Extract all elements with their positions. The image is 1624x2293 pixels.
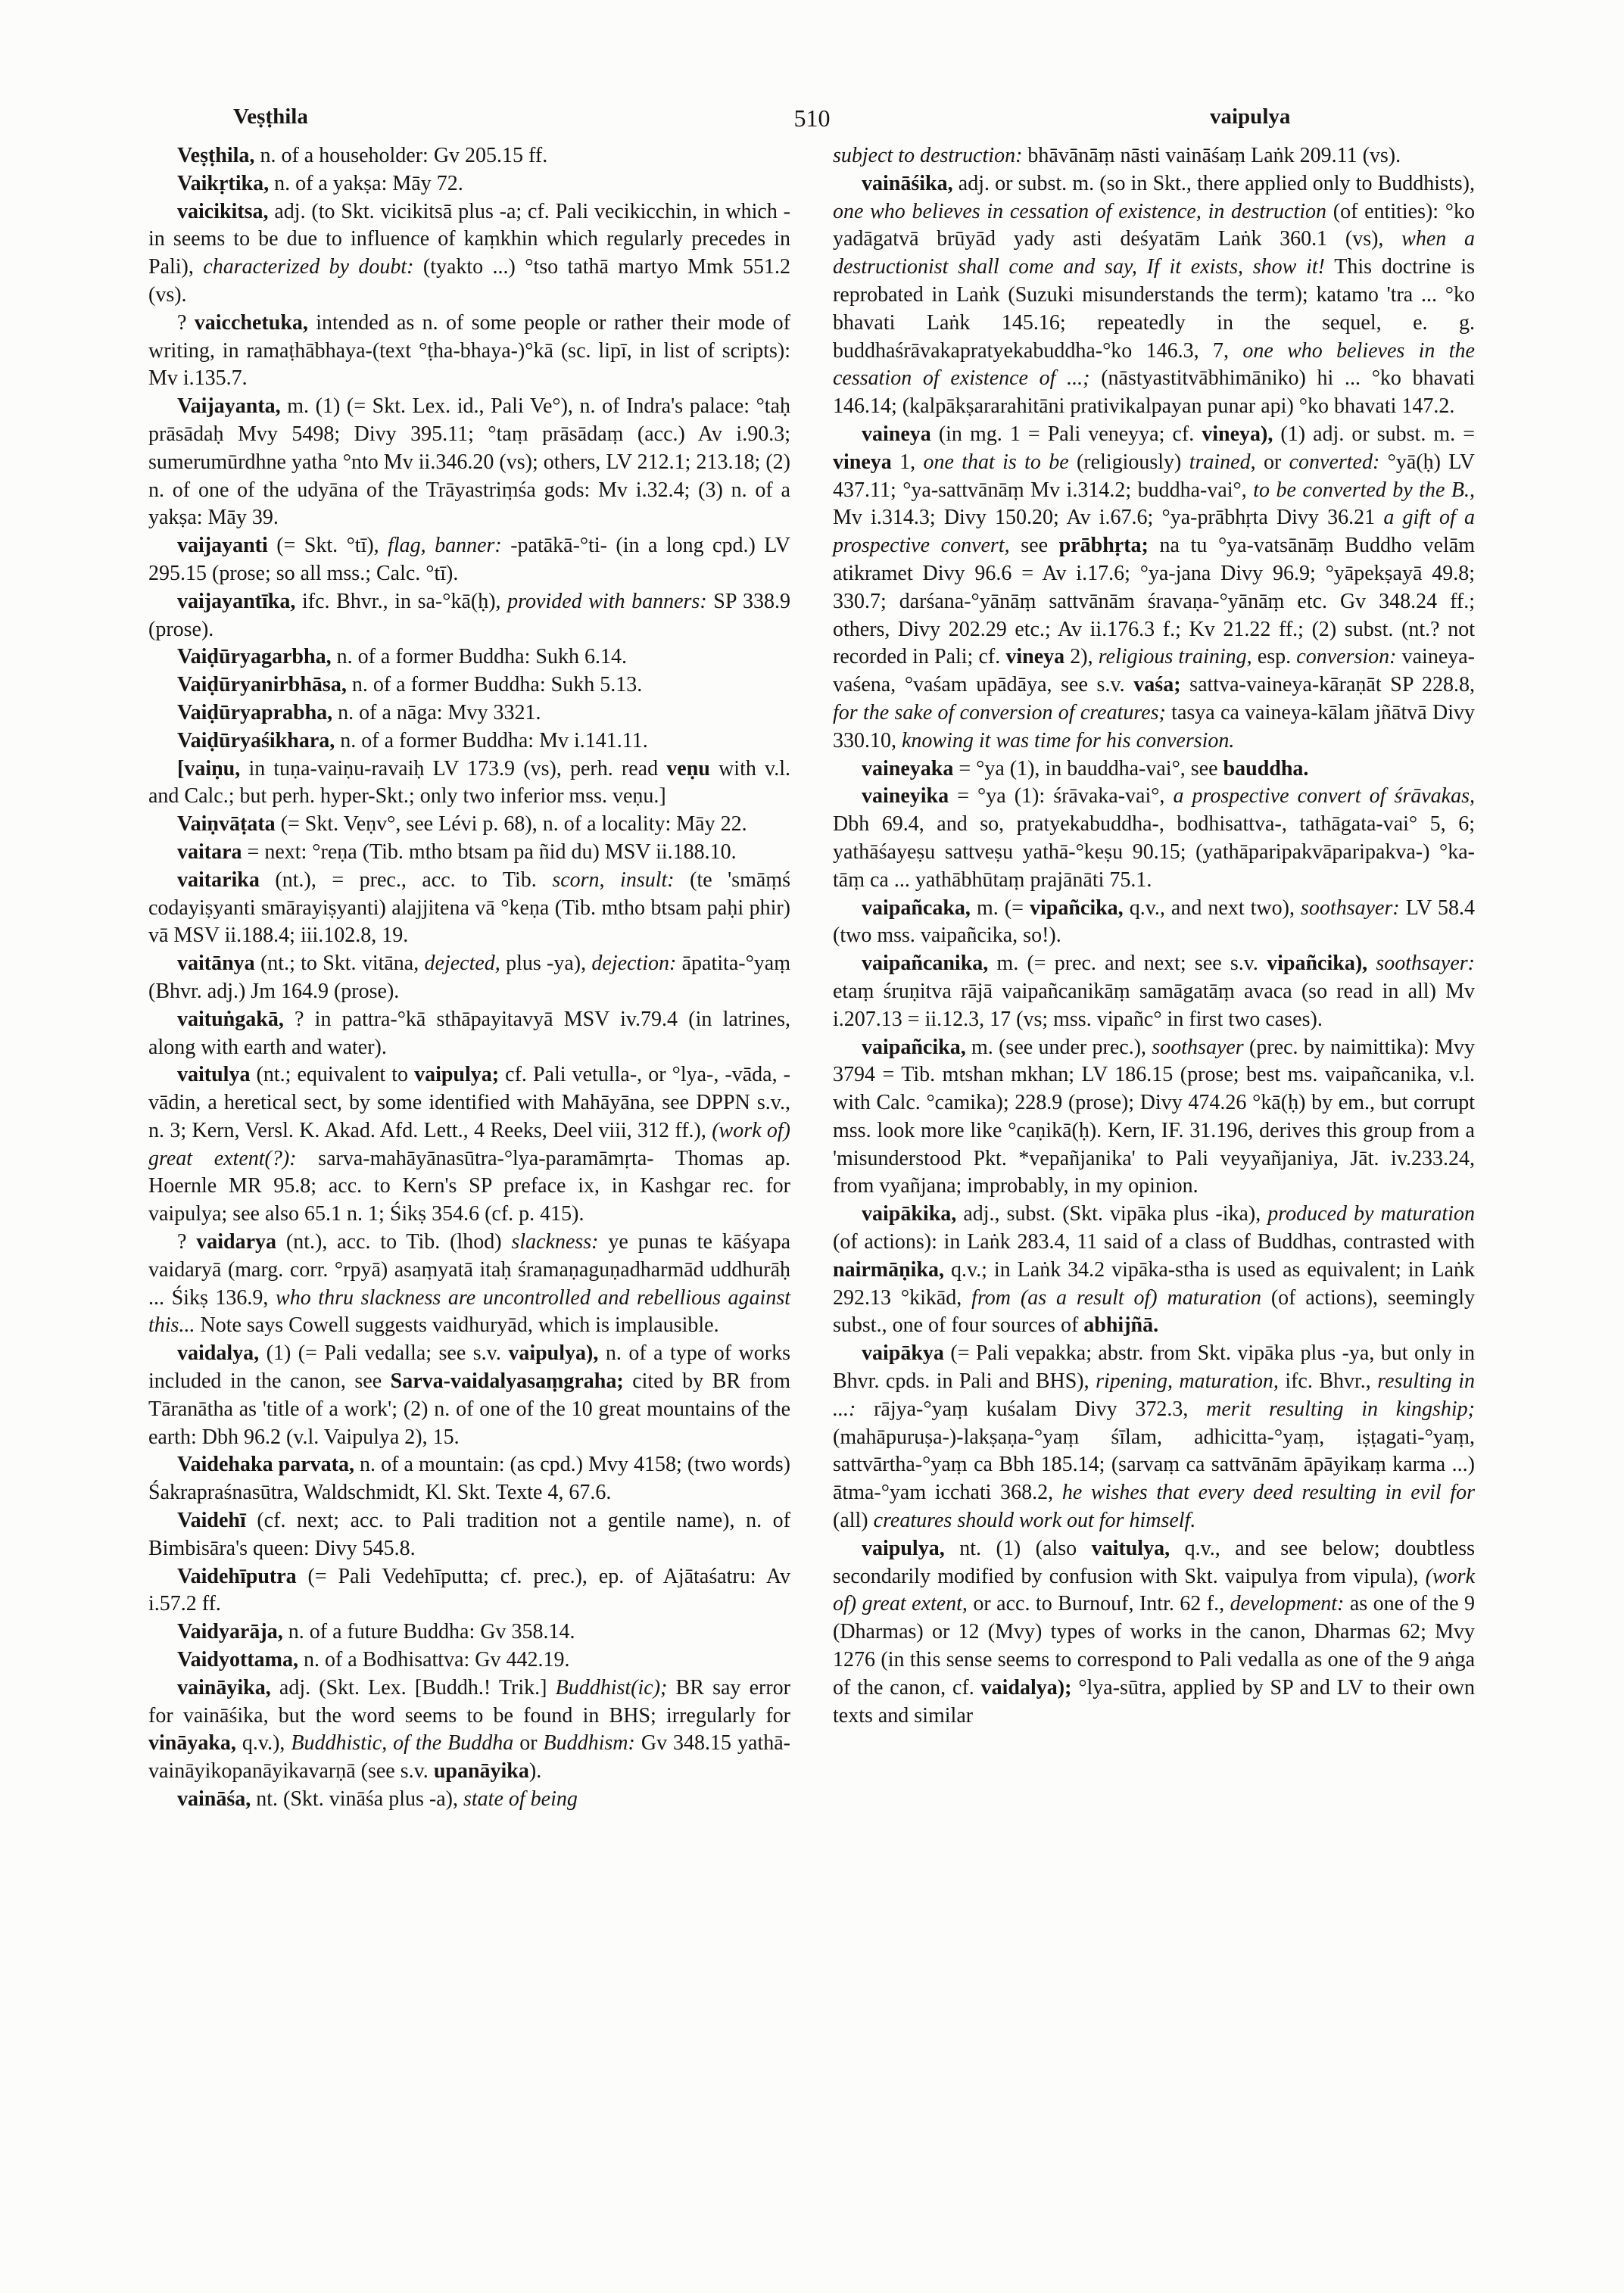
entry-text: °yā(ḥ) LV 437.11; °ya-sattvānāṃ Mv i.314.2; buddha-vai°,	[833, 450, 1475, 502]
entry-continuation	[833, 142, 1475, 170]
dictionary-entry	[148, 643, 790, 671]
entry-text: Buddhism:	[543, 1731, 635, 1756]
dictionary-entry	[148, 142, 790, 170]
entry-text: resulting in ...:	[833, 1369, 1475, 1421]
headword: Vaiḍūryaprabha,	[177, 700, 333, 724]
entry-text: na tu °ya-vatsānāṃ Buddho velām atikramet Divy 96.6 = Av i.17.6; °ya-jana Divy 96.9; °yāpekṣayā 49.8; 330.7; darśana-°yānāṃ sattvānām śravaṇa-°yānāṃ etc. Gv 348.24 ff.; others, Divy 202.29 etc.; Av ii.176.3 f.; Kv 21.22 ff.; (2) subst. (nt.? not recorded in Pali; cf.	[833, 534, 1476, 669]
headword: [vaiṇu,	[177, 756, 241, 780]
page-header	[0, 104, 1624, 136]
entry-text: he wishes that every deed resulting in evil for	[1061, 1481, 1476, 1505]
left-column	[148, 142, 790, 1814]
entry-text: (work of) great extent,	[833, 1564, 1475, 1616]
entry-text: = °ya (1): śrāvaka-vai°,	[949, 784, 1174, 808]
dictionary-entry	[833, 421, 1475, 756]
entry-text: veṇu	[666, 756, 710, 780]
entry-text: merit resulting in kingship;	[1206, 1397, 1476, 1421]
entry-text: rājya-°yaṃ kuśalam Divy 372.3,	[856, 1397, 1207, 1421]
dictionary-entry	[148, 1647, 790, 1675]
headword: vaineyika	[862, 784, 949, 808]
entry-text: q.v., and next two),	[1123, 896, 1301, 920]
entry-text: vaipulya;	[414, 1063, 500, 1087]
entry-text: nt. (1) (also	[944, 1536, 1092, 1560]
headword: vaicikitsa,	[177, 199, 269, 223]
dictionary-entry	[833, 1034, 1475, 1201]
entry-text: vaśa;	[1133, 673, 1181, 697]
entry-text: Mv i.314.3; Divy 150.20; Av i.67.6; °ya-prābhṛta Divy 36.21	[833, 506, 1384, 530]
dictionary-entry	[148, 950, 790, 1006]
entry-text: adj. (to Skt. vicikitsā plus -a; cf. Pali vecikicchin, in which -in seems to be due to influence of kaṃkhin which regularly precedes in Pali),	[148, 199, 790, 279]
entry-text: āpatita-°yaṃ (Bhvr. adj.) Jm 164.9 (prose).	[148, 952, 790, 1003]
entry-text: (nt.), acc. to Tib. (lhod)	[276, 1230, 512, 1254]
dictionary-entry	[148, 1563, 790, 1619]
entry-text: -patākā-°ti- (in a long cpd.) LV 295.15 (prose; so all mss.; Calc. °tī).	[148, 534, 790, 585]
headword: vaipañcanika,	[862, 952, 989, 976]
headword: Vaidehī	[177, 1509, 246, 1533]
entry-text: (1) adj. or subst. m. =	[1273, 422, 1475, 446]
entry-text: Buddhistic, of the Buddha	[291, 1731, 514, 1756]
dictionary-entry	[148, 699, 790, 727]
entry-text: dejected,	[424, 952, 500, 976]
headword: Vaiḍūryaśikhara,	[177, 728, 335, 752]
entry-text: creatures should work out for himself.	[873, 1509, 1196, 1533]
entry-text: one that is to be	[923, 450, 1069, 474]
headword: vaijayantīka,	[177, 589, 296, 613]
entry-text: trained,	[1189, 450, 1256, 474]
entry-text: Gv 348.15 yathā-vaināyikopanāyikavarṇā (see s.v.	[148, 1731, 790, 1784]
headword: vaineyaka	[862, 756, 954, 780]
entry-text: °lya-sūtra, applied by SP and LV to their own texts and similar	[833, 1675, 1475, 1728]
entry-text: ?	[177, 1230, 197, 1254]
headword: Vaiḍūryagarbha,	[177, 645, 332, 669]
entry-text: n. of a future Buddha: Gv 358.14.	[282, 1620, 575, 1644]
headword: Vaikṛtika,	[177, 171, 270, 195]
headword: Vaiḍūryanirbhāsa,	[177, 673, 347, 697]
dictionary-entry	[833, 1201, 1475, 1340]
headword: Vaidehaka parvata,	[177, 1453, 354, 1477]
headword: Vaidyottama,	[177, 1648, 298, 1672]
entry-text: (nt.; to Skt. vitāna,	[254, 952, 425, 976]
entry-text: to be converted by the B.,	[1253, 478, 1475, 502]
entry-text: vineya	[833, 450, 892, 474]
entry-text: or	[1255, 450, 1289, 474]
entry-text: soothsayer	[1152, 1035, 1244, 1059]
entry-text: when a destructionist shall come and say, If it exists, show it!	[833, 227, 1475, 279]
dictionary-entry	[148, 310, 790, 393]
entry-text: BR say error for vaināśika, but the word seems to be found in BHS; irregularly for	[148, 1675, 790, 1728]
dictionary-entry	[148, 1061, 790, 1229]
entry-text: ? in pattra-°kā sthāpayitavyā MSV iv.79.4 (in latrines, along with earth and water).	[148, 1007, 790, 1059]
dictionary-entry	[833, 950, 1475, 1033]
headword: vaitara	[177, 840, 242, 864]
entry-text: see	[1009, 534, 1059, 558]
dictionary-entry	[833, 783, 1475, 894]
entry-text: ifc. Bhvr., in sa-°kā(ḥ),	[295, 589, 508, 613]
entry-text: n. of a Bodhisattva: Gv 442.19.	[298, 1648, 570, 1672]
entry-text: vaitulya,	[1091, 1536, 1170, 1560]
headword: vaidalya,	[177, 1341, 260, 1366]
entry-text: n. of a householder: Gv 205.15 ff.	[254, 144, 548, 167]
dictionary-entry	[148, 1786, 790, 1814]
dictionary-entry	[148, 1451, 790, 1507]
entry-text: or acc. to Burnouf, Intr. 62 f.,	[967, 1592, 1230, 1616]
entry-text: plus -ya),	[500, 952, 592, 976]
dictionary-entry	[148, 588, 790, 644]
entry-text: adj., subst. (Skt. vipāka plus -ika),	[956, 1202, 1268, 1226]
entry-text: (of entities): °ko yadāgatvā brūyād yady asti deśyatām Laṅk 360.1 (vs),	[833, 199, 1475, 251]
entry-text: (tyakto ...) °tso tathā martyo Mmk 551.2 (vs).	[148, 255, 790, 307]
entry-text: dejection:	[591, 952, 677, 976]
entry-text: (work of) great extent(?):	[148, 1118, 790, 1170]
entry-text: with v.l. and Calc.; but perh. hyper-Skt.; only two inferior mss. veṇu.]	[148, 756, 790, 808]
entry-text: for the sake of conversion of creatures;	[833, 700, 1166, 724]
entry-text: n. of a yakṣa: Māy 72.	[269, 171, 463, 195]
entry-text: prābhṛta;	[1058, 534, 1149, 558]
dictionary-entry	[148, 867, 790, 950]
entry-text: as one of the 9 (Dharmas) or 12 (Mvy) types of works in the canon, Dharmas 62; Mvy 1276 (in this sense seems to correspond to Pali vedalla as one of the 9 aṅga of the canon, cf.	[833, 1592, 1475, 1699]
entry-text: 1,	[891, 450, 924, 474]
right-column	[833, 142, 1475, 1814]
dictionary-entry	[148, 393, 790, 532]
entry-text: vaineya-vaśena, °vaśam upādāya, see s.v.	[833, 645, 1475, 697]
dictionary-entry	[833, 895, 1475, 951]
entry-text: vineya	[1005, 645, 1065, 669]
dictionary-entry	[833, 756, 1475, 784]
entry-text: (1) (= Pali vedalla; see s.v.	[259, 1341, 509, 1366]
dictionary-entry	[833, 1340, 1475, 1535]
entry-text: adj. (Skt. Lex. [Buddh.! Trik.]	[270, 1675, 556, 1699]
dictionary-entry	[148, 1340, 790, 1451]
dictionary-entry	[833, 170, 1475, 421]
entry-text: nairmāṇika,	[833, 1257, 945, 1282]
entry-text: ).	[528, 1759, 542, 1784]
entry-text: who thru slackness are uncontrolled and rebellious against this...	[148, 1285, 791, 1338]
entry-text: Dbh 69.4, and so, pratyekabuddha-, bodhisattva-, tathāgata-vai° 5, 6; yathāśayeṣu sattveṣu yathā-°keṣu 90.15; (yathāparipakvāparipakva-) °ka-tāṃ ca ... yathābhūtaṃ prajānāti 75.1.	[833, 812, 1475, 892]
dictionary-entry	[148, 671, 790, 699]
entry-text: (= Pali Vedehīputta; cf. prec.), ep. of Ajātaśatru: Av i.57.2 ff.	[148, 1564, 790, 1616]
entry-text: religious training,	[1098, 645, 1252, 669]
entry-text: (nt.), = prec., acc. to Tib.	[259, 868, 553, 892]
headword: vaināśika,	[862, 171, 953, 195]
page-number: 510	[793, 104, 831, 132]
entry-text: (prec. by naimittika): Mvy 3794 = Tib. mtshan mkhan; LV 186.15 (prose; best ms. vaipañcanika, v.l. with Calc. °camika); 228.9 (prose); Divy 474.26 °kā(ḥ) by em., but corrupt mss. look more like °caṇikā(ḥ). Kern, IF. 31.196, derives this group from a 'misunderstood Pkt. *vepañjanika' to Pali veyyañjaniya, Jāt. iv.233.24, from vyañjana; improbably, in my opinion.	[833, 1035, 1475, 1198]
dictionary-entry	[148, 1507, 790, 1563]
entry-text: (of actions): in Laṅk 283.4, 11 said of a class of Buddhas, contrasted with	[833, 1230, 1475, 1254]
entry-text: q.v.),	[235, 1731, 291, 1756]
headword: vaijayanti	[177, 534, 268, 558]
headword: vaineya	[862, 422, 931, 446]
entry-text: q.v.; in Laṅk 34.2 vipāka-stha is used as equivalent; in Laṅk 292.13 °kikād,	[833, 1257, 1475, 1310]
entry-text: vipañcika),	[1267, 952, 1368, 976]
headword: vaipākya	[862, 1341, 944, 1366]
entry-text: soothsayer:	[1301, 896, 1400, 920]
entry-text: (all)	[833, 1509, 874, 1533]
headword: vaitulya	[177, 1063, 251, 1087]
dictionary-entry	[148, 1006, 790, 1062]
entry-text: scorn, insult:	[552, 868, 675, 892]
entry-text: provided with banners:	[507, 589, 707, 613]
entry-text: n. of a former Buddha: Mv i.141.11.	[335, 728, 648, 752]
entry-text: one who believes in cessation of existence, in destruction	[833, 199, 1327, 223]
headword: vaitarika	[177, 868, 260, 892]
entry-text: esp.	[1252, 645, 1297, 669]
headword: Vaidyarāja,	[177, 1620, 283, 1644]
entry-text: upanāyika	[433, 1759, 529, 1784]
dictionary-entry	[148, 811, 790, 839]
entry-text: slackness:	[511, 1230, 599, 1254]
entry-text: q.v., and see below; doubtless secondarily modified by confusion with Skt. vaipulya from vipula),	[833, 1536, 1475, 1588]
entry-text: n. of a former Buddha: Sukh 5.13.	[346, 673, 643, 697]
headword: vaipañcaka,	[862, 896, 971, 920]
entry-text: ?	[177, 310, 195, 335]
entry-text: etaṃ śruṇitva rājā vaipañcanikāṃ samāgatāṃ avaca (so read in all) Mv i.207.13 = ii.12.3, 17 (vs; mss. vipañc° in first two cases).	[833, 979, 1475, 1031]
entry-text: cited by BR from Tāranātha as 'title of a work'; (2) n. of one of the 10 great mountains of the earth: Dbh 96.2 (v.l. Vaipulya 2), 15.	[148, 1369, 790, 1449]
entry-text: vipañcika,	[1029, 896, 1124, 920]
entry-text: (religiously)	[1068, 450, 1189, 474]
entry-text: converted:	[1289, 450, 1380, 474]
entry-text: vineya),	[1202, 422, 1273, 446]
entry-text: ifc. Bhvr.,	[1278, 1369, 1378, 1394]
entry-text: or	[513, 1731, 544, 1756]
dictionary-entry	[148, 1229, 790, 1340]
headword: vaicchetuka,	[194, 310, 308, 335]
entry-text: adj. or subst. m. (so in Skt., there applied only to Buddhists),	[952, 171, 1475, 195]
entry-text	[1367, 952, 1376, 975]
entry-text: vaidalya);	[980, 1675, 1072, 1699]
entry-text: a gift of a prospective convert,	[833, 506, 1475, 558]
headword: vaitānya	[177, 952, 255, 976]
entry-text: Note says Cowell suggests vaidhuryād, which is implausible.	[195, 1313, 719, 1338]
dictionary-entry	[148, 170, 790, 198]
entry-text: subject to destruction:	[833, 144, 1023, 167]
entry-text: m. (= prec. and next; see s.v.	[988, 952, 1267, 976]
entry-text: n. of a type of works included in the canon, see	[148, 1341, 790, 1394]
entry-text: Sarva-vaidalyasaṃgraha;	[390, 1369, 624, 1394]
entry-text: n. of a nāga: Mvy 3321.	[332, 700, 541, 724]
entry-text: soothsayer:	[1376, 952, 1476, 976]
entry-text: from (as a result of) maturation	[971, 1285, 1261, 1310]
headword: vaidarya	[196, 1230, 277, 1254]
entry-text: flag, banner:	[388, 534, 502, 558]
entry-text: (nāstyastitvābhimāniko) hi ... °ko bhavati 146.14; (kalpākṣararahitāni prativikalpayan punar api) °ko bhavati 147.2.	[833, 366, 1476, 419]
dictionary-entry	[148, 756, 790, 812]
headword: vaināśa,	[177, 1787, 251, 1812]
headword: Vaidehīputra	[177, 1564, 297, 1588]
entry-text: SP 338.9 (prose).	[148, 589, 790, 641]
entry-text: ripening, maturation,	[1096, 1369, 1279, 1394]
entry-text: state of being	[463, 1787, 578, 1812]
entry-text: nt. (Skt. vināśa plus -a),	[251, 1787, 463, 1812]
entry-text: LV 58.4 (two mss. vaipañcika, so!).	[833, 896, 1476, 948]
dictionary-entry	[833, 1535, 1475, 1731]
entry-text: sarva-mahāyānasūtra-°lya-paramāmṛta- Thomas ap. Hoernle MR 95.8; acc. to Kern's SP preface ix, in Kashgar rec. for vaipulya; see also 65.1 n. 1; Śikṣ 354.6 (cf. p. 415).	[148, 1146, 790, 1226]
entry-text: 2),	[1064, 645, 1099, 669]
headword: Vaiṇvāṭata	[177, 812, 276, 837]
dictionary-entry	[148, 532, 790, 588]
headword: Veṣṭhila,	[177, 144, 255, 167]
entry-text: a prospective convert of śrāvakas,	[1173, 784, 1475, 808]
entry-text: m. (see under prec.),	[965, 1035, 1152, 1059]
entry-text: knowing it was time for his conversion.	[902, 728, 1235, 752]
headword: vaināyika,	[177, 1675, 271, 1699]
entry-text: Buddhist(ic);	[555, 1675, 668, 1699]
left-running-headword: Veṣṭhila	[233, 104, 308, 129]
entry-text: (= Skt. Veṇv°, see Lévi p. 68), n. of a locality: Māy 22.	[275, 812, 747, 837]
headword: vaipākika,	[862, 1202, 957, 1226]
dictionary-entry	[148, 1675, 790, 1786]
entry-text: (in mg. 1 = Pali veneyya; cf.	[930, 422, 1202, 446]
entry-text: = next: °reṇa (Tib. mtho btsam pa ñid du) MSV ii.188.10.	[242, 840, 737, 864]
headword: vaituṅgakā,	[177, 1007, 284, 1031]
entry-text: in tuṇa-vaiṇu-ravaiḥ LV 173.9 (vs), perh. read	[240, 756, 667, 780]
entry-text: characterized by doubt:	[203, 255, 414, 279]
entry-text: n. of a mountain: (as cpd.) Mvy 4158; (two words) Śakrapraśnasūtra, Waldschmidt, Kl. Skt. Texte 4, 67.6.	[148, 1453, 790, 1505]
entry-text: ye punas te kāśyapa vaidaryā (marg. corr. °rpyā) asaṃyatā itaḥ śramaṇaguṇadharmād uddhurāḥ ... Śikṣ 136.9,	[148, 1230, 791, 1310]
entry-text: tasya ca vaineya-kālam jñātvā Divy 330.10,	[833, 700, 1475, 752]
entry-text: one who believes in the cessation of existence of ...;	[833, 338, 1475, 391]
entry-text: (cf. next; acc. to Pali tradition not a gentile name), n. of Bimbisāra's queen: Divy 545.8.	[148, 1509, 790, 1560]
dictionary-entry	[148, 198, 790, 310]
entry-text: cf. Pali vetulla-, or °lya-, -vāda, -vādin, a heretical sect, by some identified with Mahāyāna, see DPPN s.v., n. 3; Kern, Versl. K. Akad. Afd. Lett., 4 Reeks, Deel viii, 312 ff.),	[148, 1063, 790, 1142]
entry-text: = °ya (1), in bauddha-vai°, see	[953, 756, 1223, 780]
entry-text: intended as n. of some people or rather their mode of writing, in ramaṭhābhaya-(text °ṭha-bhaya-)°kā (sc. lipī, in list of scripts): Mv i.135.7.	[148, 310, 790, 391]
entry-text: development:	[1230, 1592, 1345, 1616]
entry-text: bhāvānāṃ nāsti vaināśaṃ Laṅk 209.11 (vs).	[1022, 144, 1401, 167]
right-running-headword: vaipulya	[1210, 104, 1291, 129]
entry-text: (of actions), seemingly subst., one of four sources of	[833, 1285, 1475, 1338]
entry-text: n. of a former Buddha: Sukh 6.14.	[331, 645, 627, 669]
dictionary-entry	[148, 839, 790, 867]
entry-text: bauddha.	[1223, 756, 1309, 780]
entry-text: vaipulya),	[508, 1341, 599, 1366]
entry-text: vināyaka,	[148, 1731, 236, 1756]
entry-text: (mahāpuruṣa-)-lakṣaṇa-°yaṃ śīlam, adhicitta-°yaṃ, iṣṭagati-°yaṃ, sattvārtha-°yaṃ ca Bbh 185.14; (sarvaṃ ca sattvānām āpāyikaṃ karma ...) ātma-°yam icchati 368.2,	[833, 1425, 1475, 1505]
headword: vaipulya,	[862, 1536, 945, 1560]
dictionary-entry	[148, 727, 790, 756]
entry-text: produced by maturation	[1267, 1202, 1475, 1226]
entry-text: (te 'smāṃś codayiṣyanti smārayiṣyanti) alajjitena vā °keṇa (Tib. mtho btsam paḥi phir) vā MSV ii.188.4; iii.102.8, 19.	[148, 868, 791, 948]
entry-text: sattva-vaineya-kāraṇāt SP 228.8,	[1180, 673, 1476, 697]
entry-text: m. (=	[970, 896, 1030, 920]
entry-text: m. (1) (= Skt. Lex. id., Pali Ve°), n. of Indra's palace: °taḥ prāsādaḥ Mvy 5498; Divy 395.11; °taṃ prāsādaṃ (acc.) Av i.90.3; sumerumūrdhne yatha °nto Mv ii.346.20 (vs); others, LV 212.1; 213.18; (2) n. of one of the udyāna of the Trāyastriṃśa gods: Mv i.32.4; (3) n. of a yakṣa: Māy 39.	[148, 394, 790, 530]
entry-text: This doctrine is reprobated in Laṅk (Suzuki misunderstands the term); katamo 'tra ... °ko bhavati Laṅk 145.16; repeatedly in the sequel, e. g. buddhaśrāvakapratyekabuddha-°ko 146.3, 7,	[833, 255, 1476, 363]
entry-text: (= Pali vepakka; abstr. from Skt. vipāka plus -ya, but only in Bhvr. cpds. in Pali and BHS),	[833, 1341, 1475, 1394]
headword: vaipañcika,	[862, 1035, 966, 1059]
headword: Vaijayanta,	[177, 394, 281, 419]
entry-text: abhijñā.	[1083, 1313, 1159, 1338]
dictionary-entry	[148, 1618, 790, 1647]
entry-text: (nt.; equivalent to	[250, 1063, 415, 1087]
entry-text: (= Skt. °tī),	[267, 534, 388, 558]
entry-text: conversion:	[1296, 645, 1397, 669]
